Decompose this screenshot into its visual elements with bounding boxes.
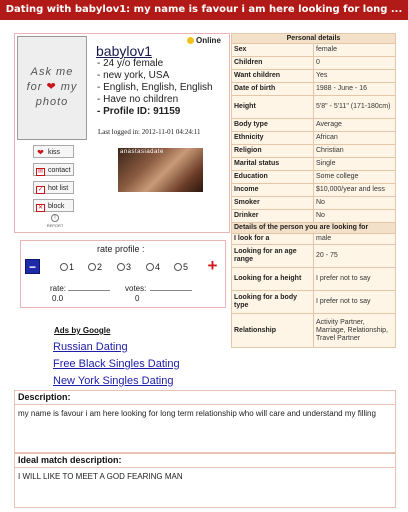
looking-label: Looking for a height xyxy=(232,268,314,291)
detail-label: Height xyxy=(232,96,314,119)
photo-text-my: my xyxy=(60,81,78,93)
block-label: block xyxy=(48,203,65,210)
rate-option-label: 4 xyxy=(155,262,161,272)
profile-summary xyxy=(97,58,213,118)
description-section xyxy=(14,390,396,453)
rate-option-5[interactable] xyxy=(174,262,188,272)
detail-label: Want children xyxy=(232,70,314,83)
lips-icon: ❤ xyxy=(37,148,44,157)
rate-option-1[interactable] xyxy=(60,262,74,272)
checkbox-icon: ✓ xyxy=(37,187,44,193)
detail-label: Date of birth xyxy=(232,83,314,96)
photo-text-line-3: photo xyxy=(35,96,69,108)
ad-banner-caption: anastasiadate xyxy=(120,149,164,155)
looking-label: Relationship xyxy=(232,314,314,348)
detail-value: Christian xyxy=(314,145,396,158)
report-icon: ! xyxy=(51,214,59,222)
detail-value: No xyxy=(314,197,396,210)
detail-label: Marital status xyxy=(232,158,314,171)
detail-value: No xyxy=(314,210,396,223)
hotlist-button[interactable] xyxy=(33,181,74,194)
online-label: Online xyxy=(196,36,221,45)
looking-value: Activity Partner, Marriage, Relationship, Travel Partner xyxy=(314,314,396,348)
photo-request-text xyxy=(18,65,86,110)
looking-label: I look for a xyxy=(232,234,314,245)
radio-icon[interactable] xyxy=(60,263,68,271)
personal-details-table xyxy=(231,33,396,348)
report-label: REPORT xyxy=(46,223,64,228)
detail-label: Ethnicity xyxy=(232,132,314,145)
detail-label: Body type xyxy=(232,119,314,132)
profile-age-line: - 24 y/o female xyxy=(97,58,164,69)
profile-id: - Profile ID: 91159 xyxy=(97,106,181,117)
rate-option-label: 2 xyxy=(97,262,103,272)
online-dot-icon xyxy=(187,37,194,44)
ad-link-russian-dating[interactable]: Russian Dating xyxy=(53,341,128,353)
detail-value: Single xyxy=(314,158,396,171)
rate-option-label: 3 xyxy=(126,262,132,272)
contact-label: contact xyxy=(48,167,71,174)
heart-icon: ❤ xyxy=(46,81,57,93)
rate-option-label: 5 xyxy=(183,262,189,272)
block-icon: ✕ xyxy=(37,205,44,211)
looking-label: Looking for an age range xyxy=(232,245,314,268)
detail-label: Children xyxy=(232,57,314,70)
looking-value: I prefer not to say xyxy=(314,291,396,314)
profile-photo-placeholder[interactable] xyxy=(17,36,87,140)
looking-label: Looking for a body type xyxy=(232,291,314,314)
detail-value: Average xyxy=(314,119,396,132)
ideal-match-text: I WILL LIKE TO MEET A GOD FEARING MAN xyxy=(18,472,183,481)
radio-icon[interactable] xyxy=(174,263,182,271)
block-button[interactable] xyxy=(33,199,74,212)
detail-label: Education xyxy=(232,171,314,184)
photo-text-for: for xyxy=(26,81,43,93)
looking-value: male xyxy=(314,234,396,245)
rate-down-button[interactable]: − xyxy=(25,259,40,274)
window-title: Dating with babylov1: my name is favour i am here looking for long ... xyxy=(0,0,408,20)
detail-label: Sex xyxy=(232,44,314,57)
personal-details-header: Personal details xyxy=(232,34,396,44)
rate-up-button[interactable]: + xyxy=(207,256,218,275)
votes-value: 0 xyxy=(135,294,140,303)
detail-value: 0 xyxy=(314,57,396,70)
rate-value: 0.0 xyxy=(52,294,64,303)
looking-value: I prefer not to say xyxy=(314,268,396,291)
detail-value: $10,000/year and less xyxy=(314,184,396,197)
detail-value: 1988 - June - 16 xyxy=(314,83,396,96)
profile-children-line: - Have no children xyxy=(97,94,179,105)
rate-label: rate: xyxy=(50,284,67,293)
rate-option-3[interactable] xyxy=(117,262,131,272)
description-text: my name is favour i am here looking for long term relationship who will care and understand my filling xyxy=(18,409,376,418)
ad-banner-image[interactable] xyxy=(118,148,203,192)
radio-icon[interactable] xyxy=(117,263,125,271)
report-button[interactable] xyxy=(43,214,67,228)
rate-option-2[interactable] xyxy=(88,262,102,272)
rate-underline xyxy=(68,290,110,291)
detail-label: Drinker xyxy=(232,210,314,223)
photo-text-line-1: Ask me xyxy=(30,66,74,78)
rate-option-label: 1 xyxy=(69,262,75,272)
ideal-match-title: Ideal match description: xyxy=(15,454,395,468)
detail-label: Smoker xyxy=(232,197,314,210)
profile-username[interactable]: babylov1 xyxy=(96,43,153,59)
detail-value: Some college xyxy=(314,171,396,184)
profile-location-line: - new york, USA xyxy=(97,70,170,81)
radio-icon[interactable] xyxy=(88,263,96,271)
last-logged-in: Last logged in: 2012-11-01 04:24:11 xyxy=(98,128,201,136)
description-title: Description: xyxy=(15,391,395,405)
votes-label: votes: xyxy=(125,284,147,293)
message-icon: ✉ xyxy=(37,169,44,175)
detail-value: Yes xyxy=(314,70,396,83)
ad-link-ny-singles[interactable]: New York Singles Dating xyxy=(53,375,174,387)
detail-value: 5'8" - 5'11" (171-180cm) xyxy=(314,96,396,119)
radio-icon[interactable] xyxy=(146,263,154,271)
ideal-match-section xyxy=(14,453,396,508)
ads-by-google-label[interactable]: Ads by Google xyxy=(54,326,111,335)
detail-label: Income xyxy=(232,184,314,197)
rate-option-4[interactable] xyxy=(146,262,160,272)
detail-label: Religion xyxy=(232,145,314,158)
contact-button[interactable] xyxy=(33,163,74,176)
votes-underline xyxy=(150,290,192,291)
kiss-button[interactable] xyxy=(33,145,74,158)
kiss-label: kiss xyxy=(48,149,61,156)
looking-value: 20 - 75 xyxy=(314,245,396,268)
detail-value: female xyxy=(314,44,396,57)
detail-value: African xyxy=(314,132,396,145)
online-status xyxy=(187,36,221,45)
hotlist-label: hot list xyxy=(48,185,69,192)
rate-profile-title: rate profile : xyxy=(97,244,145,254)
ad-link-black-singles[interactable]: Free Black Singles Dating xyxy=(53,358,180,370)
looking-for-header: Details of the person you are looking for xyxy=(232,223,396,234)
profile-languages-line: - English, English, English xyxy=(97,82,213,93)
